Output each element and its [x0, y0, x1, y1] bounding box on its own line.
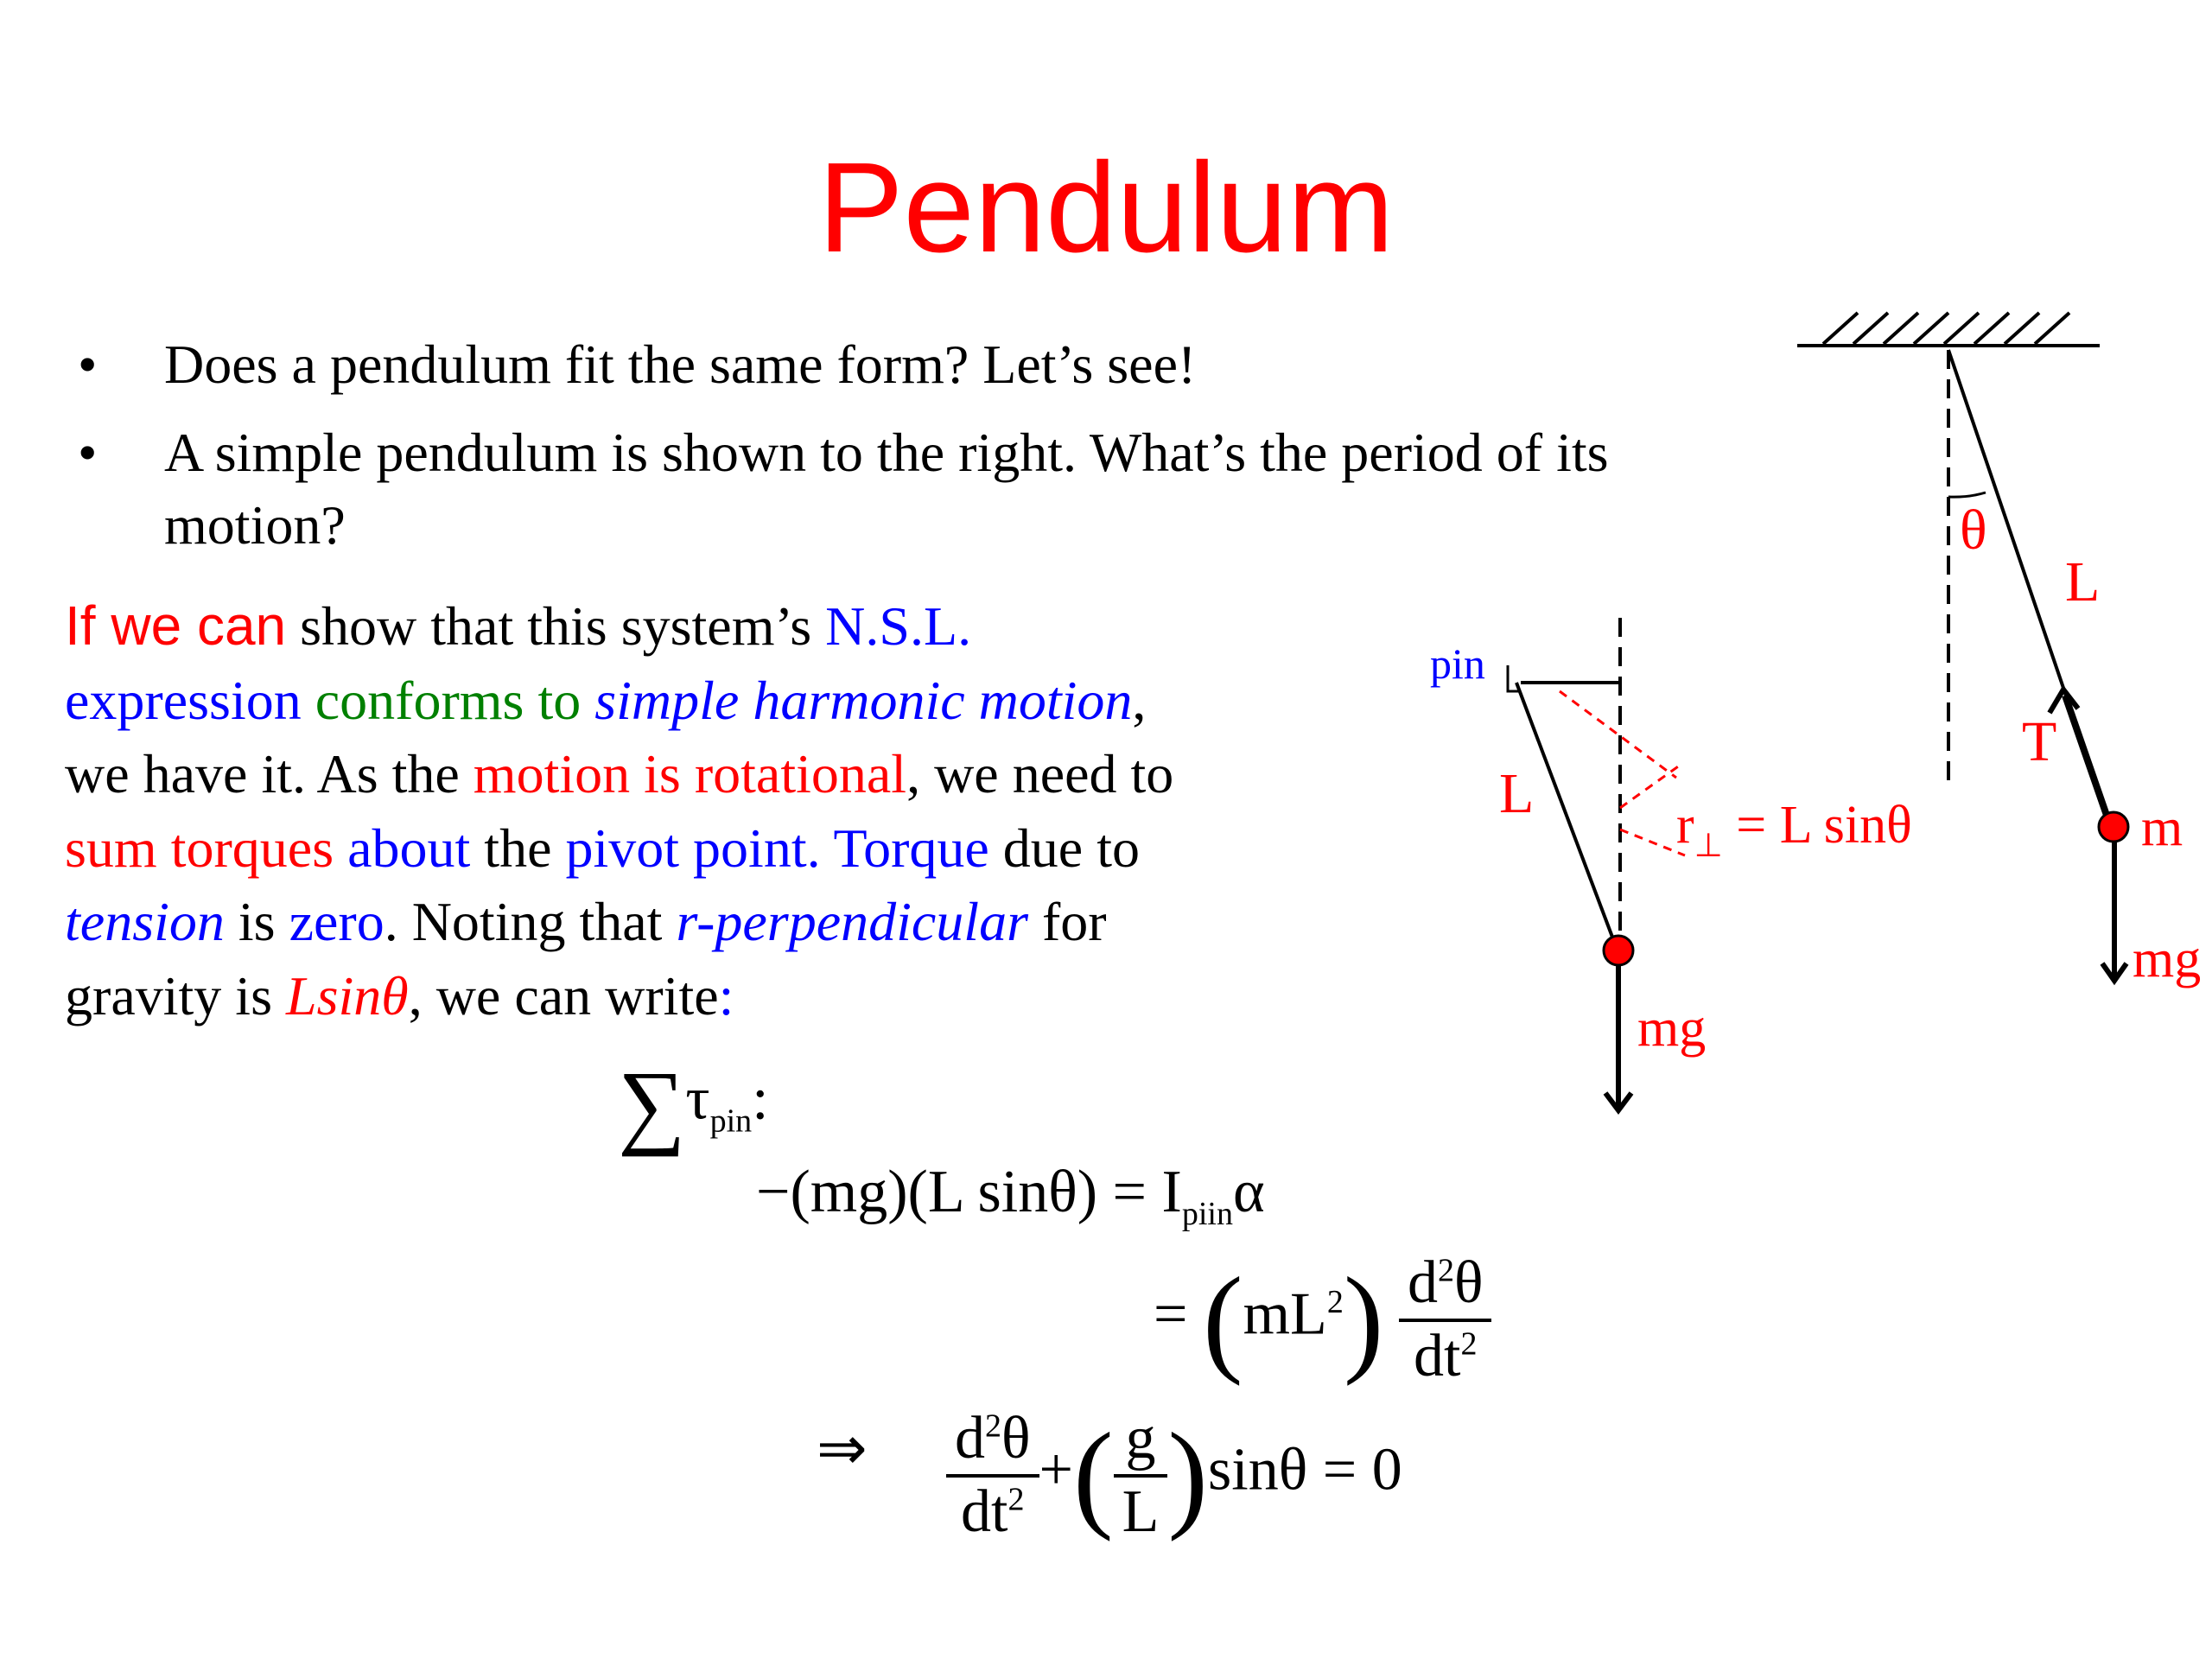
pendulum-bob: [2099, 812, 2128, 842]
para-conforms: conforms to: [301, 669, 595, 731]
slide-title: Pendulum: [817, 137, 1395, 279]
tau-symbol: τ: [685, 1065, 710, 1133]
pin-label: pin: [1430, 639, 1485, 688]
para-text: is: [224, 891, 289, 952]
bullet-item: [52, 328, 1728, 401]
bullet-item: [52, 416, 1728, 562]
eq3-paren-open: (: [1073, 1408, 1114, 1542]
eq3-fraction: [946, 1404, 1039, 1547]
bullet-list: [52, 328, 1728, 577]
para-tension: tension: [65, 891, 225, 952]
para-text: gravity is: [65, 964, 286, 1027]
string-length-label: L: [2065, 550, 2101, 613]
explanation-paragraph: [65, 589, 1413, 1033]
eq2-denominator: [1399, 1322, 1492, 1392]
rod-length-label: L: [1499, 762, 1535, 825]
para-sum-torques: sum torques: [65, 817, 334, 879]
para-text: , we can write: [408, 964, 719, 1027]
eq2-paren-open: (: [1202, 1253, 1243, 1387]
gravity-label: mg: [1637, 999, 1707, 1058]
para-text: the: [470, 817, 566, 879]
r-perp-dashed-line: [1560, 691, 1676, 778]
eq2-num-exp: 2: [1437, 1252, 1454, 1289]
para-text: show that this system’s: [286, 595, 826, 657]
r-perp-r: r: [1676, 796, 1694, 855]
bullet-text: Does a pendulum fit the same form? Let’s see!: [164, 334, 1197, 395]
eq2-num-d: d: [1407, 1249, 1438, 1316]
eq3-num-d: d: [955, 1405, 985, 1471]
para-expression: expression: [65, 669, 302, 731]
para-nsl: N.S.L.: [825, 595, 972, 657]
r-perp-equation: = L sinθ: [1722, 796, 1912, 855]
para-text: . Noting that: [384, 891, 677, 952]
para-text: we have it. As the: [65, 743, 474, 804]
tau-subscript: pin: [709, 1103, 753, 1140]
para-rotational: motion is rotational: [473, 743, 907, 804]
eq3-num-exp: 2: [985, 1408, 1001, 1445]
implies-symbol: ⇒: [817, 1416, 868, 1483]
eq1-rhs: α: [1232, 1159, 1265, 1225]
tension-arrow: [2065, 696, 2110, 825]
r-perp-subscript: ⊥: [1694, 828, 1723, 864]
para-colon: :: [718, 964, 734, 1027]
mass-label: m: [2141, 798, 2183, 857]
para-text: for: [1027, 891, 1107, 952]
para-if-we-can: If we can: [65, 594, 287, 657]
eq3-den-dt: dt: [961, 1478, 1008, 1545]
eq3-plus: +: [1039, 1436, 1074, 1503]
eq1-subscript: piin: [1181, 1196, 1233, 1232]
eq2-equals: =: [1154, 1281, 1188, 1348]
theta-arc: [1948, 493, 1986, 497]
eq2-den-dt: dt: [1413, 1322, 1461, 1389]
eq3-paren-close: ): [1167, 1408, 1209, 1542]
eq2-exp: 2: [1326, 1284, 1344, 1321]
para-text: ,: [1132, 669, 1147, 731]
eq3-denominator: [946, 1478, 1039, 1548]
eq-colon: :: [752, 1065, 769, 1133]
para-torque: Torque: [820, 817, 989, 879]
eq2-m: mL: [1243, 1281, 1327, 1348]
equation-line-2: [1154, 1249, 1491, 1391]
para-about: about: [334, 817, 471, 879]
para-zero: zero: [289, 891, 385, 952]
equation-sum-torques: [618, 1050, 769, 1160]
ceiling-hatching: [1823, 313, 2069, 344]
r-perp-dashed-line-2: [1620, 765, 1681, 808]
eq3-g-over-L: [1114, 1404, 1168, 1547]
eq2-paren-close: ): [1343, 1253, 1384, 1387]
eq2-numerator: [1399, 1249, 1492, 1322]
eq3-den-exp: 2: [1007, 1481, 1025, 1518]
equation-line-1: [756, 1158, 1265, 1233]
para-r-perp: r-perpendicular: [676, 891, 1028, 952]
pendulum-bob: [1604, 936, 1633, 965]
r-perp-dashed-line-3: [1620, 830, 1685, 855]
gravity-label: mg: [2133, 930, 2202, 988]
sigma-symbol: ∑: [618, 1052, 686, 1157]
para-text: due to: [988, 817, 1140, 879]
bullet-marker: •: [78, 334, 98, 395]
theta-label: θ: [1960, 499, 1987, 562]
eq3-tail: sinθ = 0: [1208, 1436, 1402, 1503]
tension-label: T: [2022, 710, 2057, 773]
bullet-text: A simple pendulum is shown to the right. What’s the period of its motion?: [164, 422, 1609, 556]
bullet-marker: •: [78, 422, 98, 483]
eq2-num-var: θ: [1453, 1249, 1484, 1316]
eq2-fraction: [1399, 1249, 1492, 1391]
para-text: , we need to: [906, 743, 1174, 804]
eq3-L: L: [1122, 1478, 1160, 1545]
para-pivot: pivot point.: [565, 817, 821, 879]
equation-implies-arrow: [817, 1413, 868, 1484]
para-lsintheta: Lsinθ: [285, 964, 409, 1027]
eq1-lhs: −(mg)(L sinθ) = I: [756, 1159, 1182, 1225]
eq3-numerator: [946, 1404, 1039, 1478]
para-shm: simple harmonic motion: [594, 669, 1133, 731]
eq3-num-var: θ: [1001, 1405, 1031, 1471]
eq3-g: g: [1114, 1404, 1168, 1478]
equation-result: [946, 1404, 1402, 1547]
simple-pendulum-diagram: [1780, 302, 2212, 1011]
eq2-den-exp: 2: [1460, 1325, 1478, 1363]
